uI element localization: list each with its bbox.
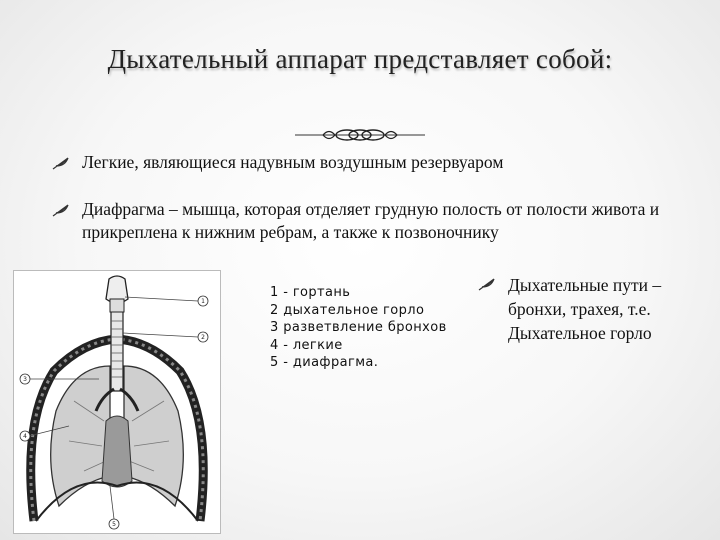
legend-item-lungs: 4 - легкие — [270, 337, 343, 353]
legend-item-bronchi: 3 разветвление бронхов — [270, 320, 447, 335]
bullet-airways: Дыхательные пути – бронхи, трахея, т.е. Дыхательное горло — [508, 275, 662, 343]
legend-item-larynx: 1 - гортань — [270, 285, 351, 300]
quill-bullet-icon — [52, 156, 70, 170]
bullet-diaphragm: Диафрагма – мышца, которая отделяет грудную полость от полости живота и прикреплена к нижним ребрам, а также к позвоночнику — [82, 199, 660, 242]
quill-bullet-icon — [52, 203, 70, 217]
respiratory-diagram — [13, 270, 221, 534]
diagram-label-1: 1 — [201, 298, 205, 305]
legend-item-diaphragm: 5 - диафрагма. — [270, 355, 379, 370]
diagram-legend — [270, 284, 447, 372]
diagram-label-3: 3 — [23, 376, 27, 383]
scroll-ornament-icon — [295, 126, 425, 144]
quill-bullet-icon — [478, 277, 496, 291]
diagram-label-5: 5 — [112, 521, 116, 528]
diagram-label-2: 2 — [201, 334, 205, 341]
legend-item-trachea: 2 дыхательное горло — [270, 302, 425, 318]
diagram-label-4: 4 — [23, 433, 27, 440]
bullet-lungs: Легкие, являющиеся надувным воздушным резервуаром — [82, 152, 504, 172]
slide-title: Дыхательный аппарат представляет собой: — [107, 44, 613, 74]
respiratory-anatomy-illustration — [14, 271, 220, 533]
